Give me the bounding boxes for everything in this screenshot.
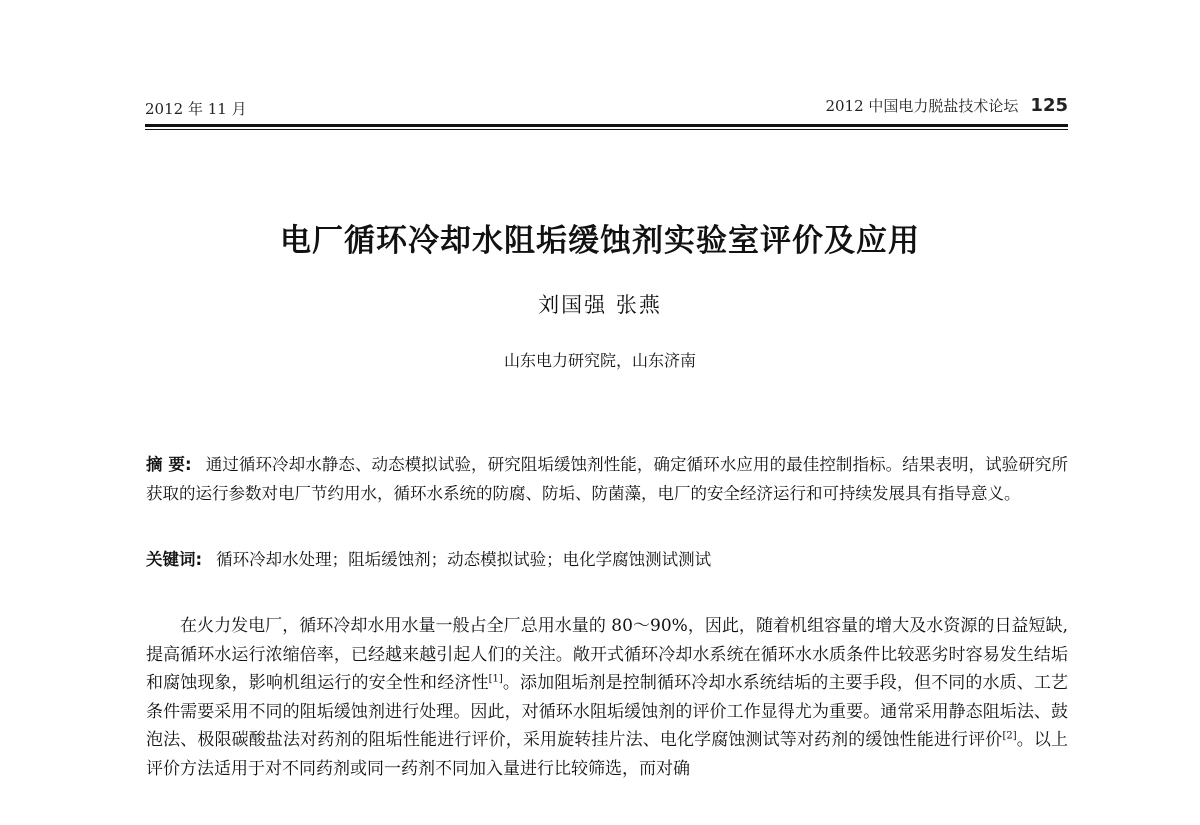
header-journal	[825, 95, 1068, 116]
header-rule-thick	[145, 124, 1068, 127]
abstract-label: 摘 要:	[146, 455, 192, 474]
paper-title: 电厂循环冷却水阻垢缓蚀剂实验室评价及应用	[280, 223, 920, 259]
abstract	[146, 450, 1068, 508]
keywords-text: 循环冷却水处理；阻垢缓蚀剂；动态模拟试验；电化学腐蚀测试测试	[216, 550, 712, 569]
header-rule-thin	[145, 129, 1068, 130]
body-paragraph	[146, 612, 1068, 783]
header-date: 2012 年 11 月	[145, 100, 247, 118]
paper-authors: 刘国强 张燕	[538, 293, 662, 317]
keywords	[146, 545, 1068, 574]
citation-2: [2]	[1002, 730, 1017, 742]
abstract-text: 通过循环冷却水静态、动态模拟试验，研究阻垢缓蚀剂性能，确定循环水应用的最佳控制指标。结果表明，试验研究所获取的运行参数对电厂节约用水，循环水系统的防腐、防垢、防菌藻，电厂的安全经济运行和可持续发展具有指导意义。	[146, 455, 1069, 503]
body-text-part1: 在火力发电厂，循环冷却水用水量一般占全厂总用水量的 80～90%，因此，随着机组容量的增大及水资源的日益短缺,提高循环水运行浓缩倍率，已经越来越引起人们的关注。敞开式循环冷却水系统在循环水水质条件比较恶劣时容易发生结垢和腐蚀现象，影响机组运行的安全性和经济性	[146, 616, 1068, 693]
paper-affiliation: 山东电力研究院，山东济南	[503, 351, 696, 370]
journal-name: 2012 中国电力脱盐技术论坛	[825, 97, 1019, 115]
body-text-part2: 。添加阻垢剂是控制循环冷却水系统结垢的主要手段，但不同的水质、工艺条件需要采用不同的阻垢缓蚀剂进行处理。因此，对循环水阻垢缓蚀剂的评价工作显得尤为重要。通常采用静态阻垢法、鼓泡法、极限碳酸盐法对药剂的阻垢性能进行评价，采用旋转挂片法、电化学腐蚀测试等对药剂的缓蚀性能进行评价	[146, 673, 1068, 750]
page-number: 125	[1030, 95, 1068, 116]
citation-1: [1]	[488, 673, 503, 685]
body-text-part3: 。以上评价方法适用于对不同药剂或同一药剂不同加入量进行比较筛选，而对确	[146, 730, 1069, 779]
keywords-label: 关键词:	[146, 550, 203, 569]
